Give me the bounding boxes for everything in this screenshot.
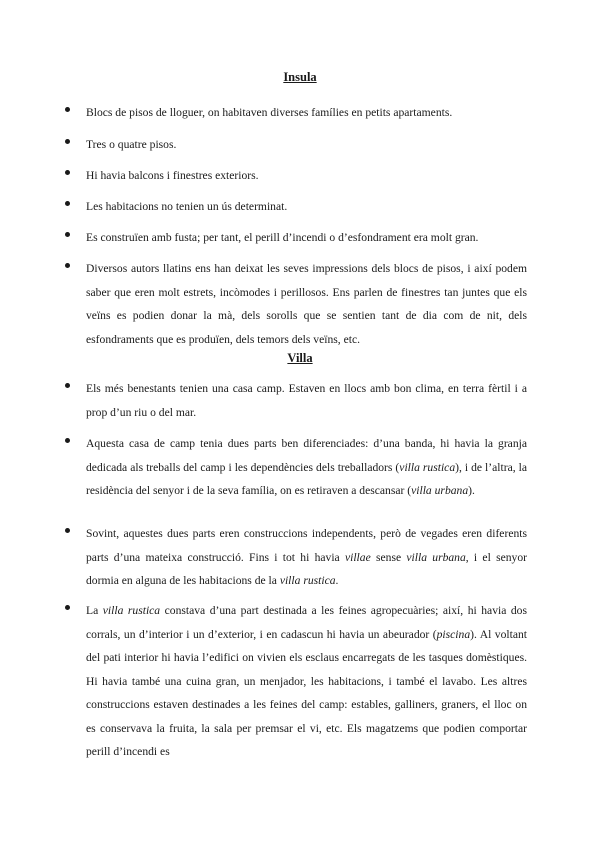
list-item (86, 101, 527, 125)
bullet-icon (65, 438, 70, 443)
bullet-icon (65, 201, 70, 206)
list-item-text: Aquesta casa de camp tenia dues parts ben diferenciades: d’una banda, hi havia la granja dedicada als treballs del camp i les dependències dels treballadors (villa rustica), i de l’altra, la residència del senyor i de la seva família, on es retiraven a descansar (villa urbana). (86, 437, 527, 497)
list-item (86, 133, 527, 157)
list-item (86, 522, 527, 593)
bullet-icon (65, 263, 70, 268)
bullet-icon (65, 383, 70, 388)
list-item-text: Diversos autors llatins ens han deixat les seves impressions dels blocs de pisos, i així podem saber que eren molt estrets, incòmodes i perillosos. Ens parlen de finestres tan juntes que els veïns es podien donar la mà, dels sorolls que se sentien tant de dia com de nit, dels esfondraments que es produïen, dels temors dels veïns, etc. (86, 262, 527, 346)
list-item (86, 195, 527, 219)
list-item-text: Hi havia balcons i finestres exteriors. (86, 169, 259, 182)
list-item-text: Tres o quatre pisos. (86, 138, 177, 151)
list-item-text: Les habitacions no tenien un ús determinat. (86, 200, 288, 213)
bullet-icon (65, 139, 70, 144)
list-item (86, 226, 527, 250)
bullet-icon (65, 232, 70, 237)
bullet-icon (65, 528, 70, 533)
list-item-text: Els més benestants tenien una casa camp. Estaven en llocs amb bon clima, en terra fèrtil i a prop d’un riu o del mar. (86, 382, 527, 419)
bullet-icon (65, 605, 70, 610)
insula-heading: Insula (283, 70, 317, 84)
list-item (86, 599, 527, 764)
list-item (86, 257, 527, 351)
list-item-text: Es construïen amb fusta; per tant, el perill d’incendi o d’esfondrament era molt gran. (86, 231, 479, 244)
bullet-icon (65, 170, 70, 175)
list-item (86, 432, 527, 503)
villa-heading: Villa (287, 351, 313, 365)
list-item-text: La villa rustica constava d’una part destinada a les feines agropecuàries; així, hi havia dos corrals, un d’interior i un d’exterior, i en cadascun hi havia un abeurador (piscina). Al voltant del pati interior hi havia l’edifici on vivien els esclaus encarregats de les tasques domèstiques. Hi havia també una cuina gran, un menjador, les habitacions, i també el lavabo. Les altres construccions estaven destinades a les feines del camp: estables, galliners, graners, el lloc on es conservava la fruita, la sala per premsar el vi, etc. Els magatzems que podien comportar perill d’incendi es (86, 604, 528, 758)
list-item-text: Sovint, aquestes dues parts eren construccions independents, però de vegades eren diferents parts d’una mateixa construcció. Fins i tot hi havia villae sense villa urbana, i el senyor dormia en alguna de les habitacions de la villa rustica. (86, 527, 527, 587)
list-item-text: Blocs de pisos de lloguer, on habitaven diverses famílies en petits apartaments. (86, 106, 453, 119)
list-item (86, 164, 527, 188)
list-item (86, 377, 527, 424)
bullet-icon (65, 107, 70, 112)
